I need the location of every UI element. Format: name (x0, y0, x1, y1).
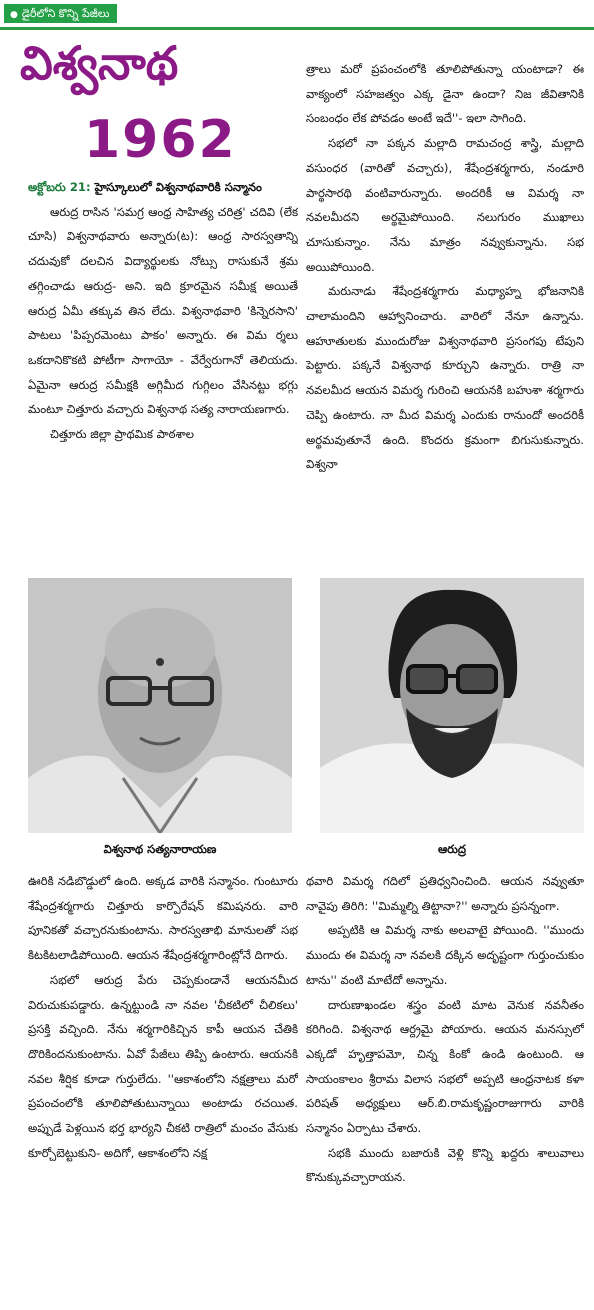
paragraph: త్రాలు మరో ప్రపంచంలోకి తూలిపోతున్నా యంటాడా? ఈ వాక్యంలో సహజత్వం ఎక్క డైనా ఉందా? నిజ జీవితానికి సంబంధం లేక పోవడం అంటే ఇదే''- ఇలా సాగింది. (306, 62, 584, 126)
article-year: 1962 (84, 110, 237, 170)
section-header-bar (0, 0, 594, 30)
column-left-bottom (28, 869, 298, 1300)
paragraph: దారుణాఖండల శస్త్రం వంటి మాట వెనుక నవనీతం కరిగింది. విశ్వనాథ ఆర్ద్రమై పోయారు. ఆయన మనస్సులో ఎక్కడో హృత్తాపమో, చిన్న కింకో ఉండి ఉంటుంది. ఆ సాయంకాలం శ్రీరామ విలాస సభలో అప్పటి ఆంధ్రనాటక కళా పరిషత్ అధ్యక్షులు ఆర్.బి.రామకృష్ణంరాజుగారు వారికి సన్మానం ఏర్పాటు చేశారు. (306, 997, 584, 1136)
paragraph: సభలో ఆరుద్ర పేరు చెప్పకుండానే ఆయనమీద విరుచుకుపడ్డారు. ఉన్నట్టుండి నా నవల 'చీకటిలో చీలికలు' ప్రసక్తి వచ్చింది. నేను శర్మగారికిచ్చిన కాపీ ఆయన చేతికి దొరికిందనుకుంటాను. ఏవో పేజీలు తిప్పి ఉంటారు. ఆయనకి నవల శీర్షిక కూడా గుర్తులేదు. ''ఆకాశంలోని నక్షత్రాలు మరో ప్రపంచంలోకి తూలిపోతుటున్నాయి అంటాడు రచయిత. అప్పుడే పెళ్లయిన భర్త భార్యని చీకటి రాత్రిలో మంచం వేసుకు కూర్చోబెట్టుకుని- అదిగో, ఆకాశంలోని నక్ష (28, 972, 298, 1160)
photo-arudra (320, 578, 584, 833)
section-tag (4, 4, 117, 23)
portrait-image (320, 578, 584, 833)
column-left-top (28, 175, 298, 571)
section-label: డైరీలోని కొన్ని పేజీలు (21, 7, 110, 20)
paragraph: థవారి విమర్శ గదిలో ప్రతిధ్వనించింది. ఆయన నవ్వుతూ నావైపు తిరిగి: ''మిమ్మల్ని తిట్టానా?'' అన్నారు ప్రసన్నంగా. (306, 874, 584, 913)
photo-viswanatha (28, 578, 292, 833)
photo-caption-viswanatha: విశ్వనాథ సత్యనారాయణ (103, 842, 217, 856)
date-lead: అక్టోబరు 21: (28, 180, 91, 194)
paragraph: సభకి ముందు బజారుకి వెళ్లి కొన్ని ఖద్దరు శాలువాలు కొనుక్కువచ్చారాయన. (306, 1145, 584, 1185)
column-right-bottom (306, 869, 584, 1300)
article-lead (28, 175, 298, 200)
paragraph: చిత్తూరు జిల్లా ప్రాథమిక పాఠశాల (50, 427, 194, 442)
paragraph: అప్పటికి ఆ విమర్శ నాకు అలవాటై పోయింది. ''ముందు ముందు ఈ విమర్శ నా నవలకి దక్కిన అదృష్టంగా గుర్తుంచుకుం టాను'' వంటి మాటేదో అన్నాను. (306, 923, 584, 987)
bullet-icon: ● (10, 10, 18, 20)
photo-caption-arudra: ఆరుద్ర (437, 842, 467, 856)
paragraph: మరునాడు శేషేంద్రశర్మగారు మధ్యాహ్న భోజనానికి చాలామందిని ఆహ్వానించారు. వారిలో నేనూ ఉన్నాను. ఆహూతులకు ముందురోజు విశ్వనాథవారి ప్రసంగపు టేపుని పెట్టారు. పక్కనే విశ్వనాథ కూర్చుని ఉన్నారు. రాత్రి నా నవలమీద ఆయన విమర్శ గురించి ఆయనకి బహుశా శర్మగారు చెప్పి ఉంటారు. నా మీద విమర్శ ఎందుకు రానుందో అందరికీ అర్థమవుతూనే ఉంది. కొందరు క్రమంగా బిగుసుకున్నారు. విశ్వనా (306, 284, 584, 472)
paragraph: ఆరుద్ర రాసిన 'సమగ్ర ఆంధ్ర సాహిత్య చరిత్ర' చదివి (లేక చూసి) విశ్వనాథవారు అన్నారు(ట): ఆంధ్ర సారస్వతాన్ని చదువుకో దలచిన విద్యార్థులకు నోట్సు రాసుకునే శ్రమ తగ్గించాడు ఆరుద్ర- అని. ఇది క్రూరమైన సమీక్ష అయితే ఆరుద్ర ఏమీ తక్కువ తిన లేదు. విశ్వనాథవారి 'కిన్నెరసాని' పాటలు 'పిప్పరమెంటు పాకం' అన్నారు. ఈ విమ ర్శలు ఒకదానికొకటి పోటీగా సాగాయో - వేర్వేరుగానో తెలియదు. ఏమైనా ఆరుద్ర సమీక్షకి అగ్గిమీద గుగ్గిలం వేసినట్టు భగ్గు మంటూ చిత్తూరు వచ్చారు విశ్వనాథ సత్య నారాయణగారు. (28, 204, 298, 417)
lead-text: హైస్కూలులో విశ్వనాథవారికి సన్మానం (90, 180, 262, 194)
paragraph: ఊరికి నడిబొడ్డులో ఉంది. అక్కడ వారికి సన్మానం. గుంటూరు శేషేంద్రశర్మగారు చిత్తూరు కార్పొరేషన్ కమిషనరు. వారి పూనికతో వచ్చారనుకుంటాను. సారస్వతాభి మానులతో సభ కిటకిటలాడిపోయింది. ఆయన శేషేంద్రశర్మగారింట్లోనే దిగారు. (28, 874, 298, 963)
article-title: విశ్వనాథ (20, 36, 179, 90)
column-right-top (306, 57, 584, 571)
paragraph: సభలో నా పక్కన మల్లాది రామచంద్ర శాస్త్రి, మల్లాది వసుంధర (వారితో వచ్చారు), శేషేంద్రశర్మగారు, నండూరి పార్థసారథి వంటివారున్నారు. అందరికీ ఆ విమర్శ నా నవలమీదని అర్థమైపోయింది. నలుగురం ముఖాలు చూసుకున్నాం. నేను మాత్రం నవ్వుకున్నాను. సభ అయిపోయింది. (306, 136, 584, 274)
portrait-image (28, 578, 292, 833)
